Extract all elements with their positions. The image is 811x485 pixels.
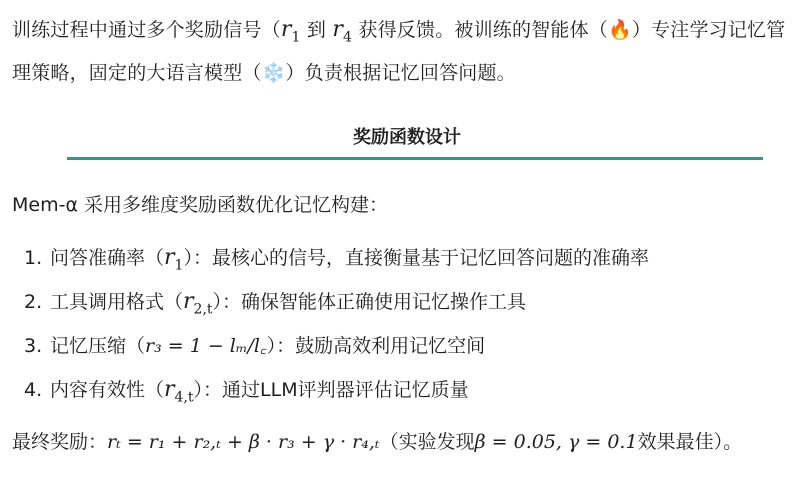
final-note-end: 效果最佳）。 [637, 431, 743, 454]
list-number: 1. [24, 247, 43, 270]
list-item [24, 243, 802, 287]
intro-text-3: ）专注学习记忆管理策略，固定的大语言模型（ [12, 19, 786, 85]
fire-icon: 🔥 [608, 19, 632, 41]
list-number: 2. [24, 291, 43, 314]
reward-list [12, 243, 802, 419]
final-formula: rₜ = r₁ + r₂,ₜ + β · r₃ + γ · r₄,ₜ [107, 431, 380, 454]
final-params: β = 0.05, γ = 0.1 [474, 431, 638, 454]
list-number: 4. [24, 379, 43, 402]
reward-r1-symbol: $r_1$ [280, 17, 301, 46]
section-heading: 奖励函数设计 [353, 127, 461, 149]
reward-r4-symbol: $r_4$ [332, 17, 353, 46]
intro-text-1: 训练过程中通过多个奖励信号（ [12, 19, 281, 41]
heading-divider [67, 157, 763, 160]
item-symbol: $r_1$ [164, 245, 184, 274]
item-description: ）：通过LLM评判器评估记忆质量 [193, 379, 469, 402]
item-label: 记忆压缩（ [50, 335, 146, 358]
list-item [24, 287, 802, 331]
intro-text-4: ）负责根据记忆回答问题。 [285, 62, 516, 85]
list-item [24, 375, 802, 419]
item-description: ）：最核心的信号，直接衡量基于记忆回答问题的准确率 [183, 247, 649, 270]
list-item [24, 331, 802, 375]
item-description: ）：鼓励高效利用记忆空间 [266, 335, 486, 358]
final-label: 最终奖励： [12, 431, 108, 454]
final-reward-line [12, 425, 802, 459]
document [12, 0, 802, 459]
item-symbol: $r_{4,t}$ [164, 377, 194, 406]
item-label: 工具调用格式（ [50, 291, 184, 314]
list-number: 3. [24, 335, 43, 358]
item-label: 问答准确率（ [50, 247, 165, 270]
item-symbol: $r_{2,t}$ [183, 289, 213, 318]
item-label: 内容有效性（ [50, 379, 165, 402]
lead-sentence: Mem-α 采用多维度奖励函数优化记忆构建： [12, 194, 389, 217]
intro-text-2: 获得反馈。被训练的智能体（ [352, 19, 608, 41]
intro-paragraph [12, 12, 802, 91]
snowflake-icon: ❄️ [261, 62, 286, 85]
final-note-start: （实验发现 [379, 431, 475, 454]
item-description: ）：确保智能体正确使用记忆操作工具 [212, 291, 527, 314]
compression-formula: r₃ = 1 − lₘ/l꜀ [145, 335, 267, 358]
intro-to: 到 [300, 19, 333, 41]
